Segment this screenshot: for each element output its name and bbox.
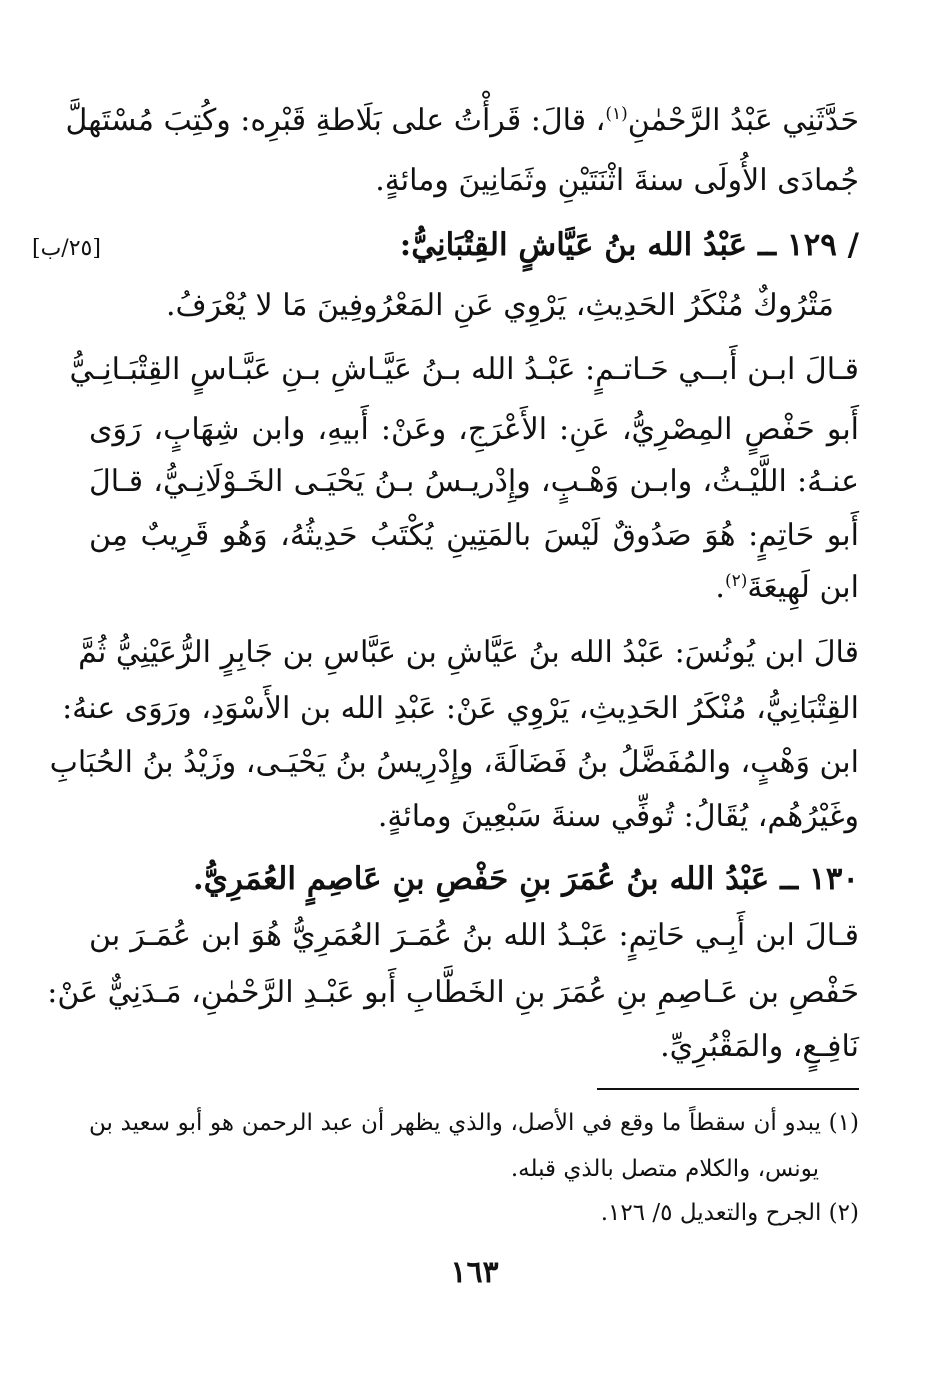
paragraph-4-line-1: قـالَ ابن أَبِـي حَاتِمٍ: عَبْـدُ الله بنُ عُمَـرَ العُمَرِيُّ هُوَ ابن عُمَـرَ بن bbox=[89, 918, 859, 953]
page-number: ١٦٣ bbox=[450, 1255, 499, 1290]
paragraph-3-line-1: قالَ ابن يُونُسَ: عَبْدُ الله بنُ عَيَّاشِ بن عَبَّاسِ بن جَابِرٍ الرُّعَيْنِيُّ ثُمَّ bbox=[78, 635, 859, 670]
p2-line5-end: . bbox=[715, 570, 725, 605]
p1-line1-text: حَدَّثَنِي عَبْدُ الرَّحْمٰنِ bbox=[627, 103, 859, 138]
p2-line5-text: ابن لَهِيعَةَ bbox=[747, 570, 859, 605]
paragraph-2-line-3: عنـهُ: اللَّيْـثُ، وابـن وَهْـبٍ، وإِدْريـسُ بـنُ يَحْيَـى الخَـوْلَانِـيُّ، قـالَ bbox=[89, 464, 859, 499]
footnote-separator bbox=[597, 1088, 859, 1090]
paragraph-4-line-3: نَافِـعٍ، والمَقْبُرِيِّ. bbox=[660, 1029, 859, 1064]
paragraph-2-line-2: أَبو حَفْصٍ المِصْرِيُّ، عَنِ: الأَعْرَجِ، وعَنْ: أَبيهِ، وابن شِهَابٍ، رَوَى bbox=[89, 412, 859, 447]
paragraph-4-line-2: حَفْصِ بن عَـاصِمِ بنِ عُمَرَ بنِ الخَطَّابِ أَبو عَبْـدِ الرَّحْمٰنِ، مَـدَنِيٌّ عَنْ: bbox=[47, 975, 859, 1010]
paragraph-2-line-5 bbox=[89, 565, 859, 611]
paragraph-1-line-1 bbox=[65, 98, 859, 144]
paragraph-2-line-4: أَبو حَاتِمٍ: هُوَ صَدُوقٌ لَيْسَ بالمَتِينِ يُكْتَبُ حَدِيثُهُ، وَهُو قَرِيبٌ مِن bbox=[89, 518, 859, 553]
p1-line1-rest: ، قالَ: قَرأْتُ على بَلَاطةِ قَبْرِه: وكُتِبَ مُسْتَهلَّ bbox=[65, 103, 606, 138]
paragraph-2-line-1: قـالَ ابـن أَبــي حَـاتـمٍ: عَبْـدُ الله بـنُ عَيَّـاشِ بـنِ عَبَّـاسٍ القِتْبَـانِـيُّ bbox=[69, 352, 859, 387]
manuscript-folio-ref: [٢٥/ب] bbox=[32, 236, 101, 261]
footnote-1-line-2: يونس، والكلام متصل بالذي قبله. bbox=[510, 1156, 819, 1182]
paragraph-3-line-3: ابن وَهْبٍ، والمُفَضَّلُ بنُ فَضَالَةَ، وإِدْرِيسُ بنُ يَحْيَـى، وزَيْدُ بنُ الحُبَابِ bbox=[49, 745, 859, 780]
entry-129-summary: مَتْرُوكٌ مُنْكَرُ الحَدِيثِ، يَرْوِي عَنِ المَعْرُوفِينَ مَا لا يُعْرَفُ. bbox=[166, 288, 834, 323]
footnote-2: (٢) الجرح والتعديل ٥/ ١٢٦. bbox=[600, 1200, 859, 1226]
footnote-1-line-1: (١) يبدو أن سقطاً ما وقع في الأصل، والذي يظهر أن عبد الرحمن هو أبو سعيد بن bbox=[89, 1110, 859, 1136]
paragraph-1-line-2: جُمادَى الأُولَى سنةَ اثْنَتَيْنِ وثَمَانِينَ ومائةٍ. bbox=[375, 163, 859, 198]
footnote-ref-2[interactable]: (٢) bbox=[724, 571, 748, 591]
entry-129-heading: / ١٢٩ ــ عَبْدُ الله بنُ عَيَّاشٍ القِتْبَانِيُّ: bbox=[399, 227, 859, 263]
entry-130-heading: ١٣٠ ــ عَبْدُ الله بنُ عُمَرَ بنِ حَفْصِ بنِ عَاصِمٍ العُمَرِيُّ. bbox=[192, 861, 859, 897]
paragraph-3-line-2: القِتْبَانِيُّ، مُنْكَرُ الحَدِيثِ، يَرْوِي عَنْ: عَبْدِ الله بن الأَسْوَدِ، ورَوَى عنهُ: bbox=[62, 691, 859, 726]
footnote-ref-1[interactable]: (١) bbox=[605, 104, 628, 124]
paragraph-3-line-4: وغَيْرُهُم، يُقَالُ: تُوفِّي سنةَ سَبْعِينَ ومائةٍ. bbox=[377, 799, 859, 834]
